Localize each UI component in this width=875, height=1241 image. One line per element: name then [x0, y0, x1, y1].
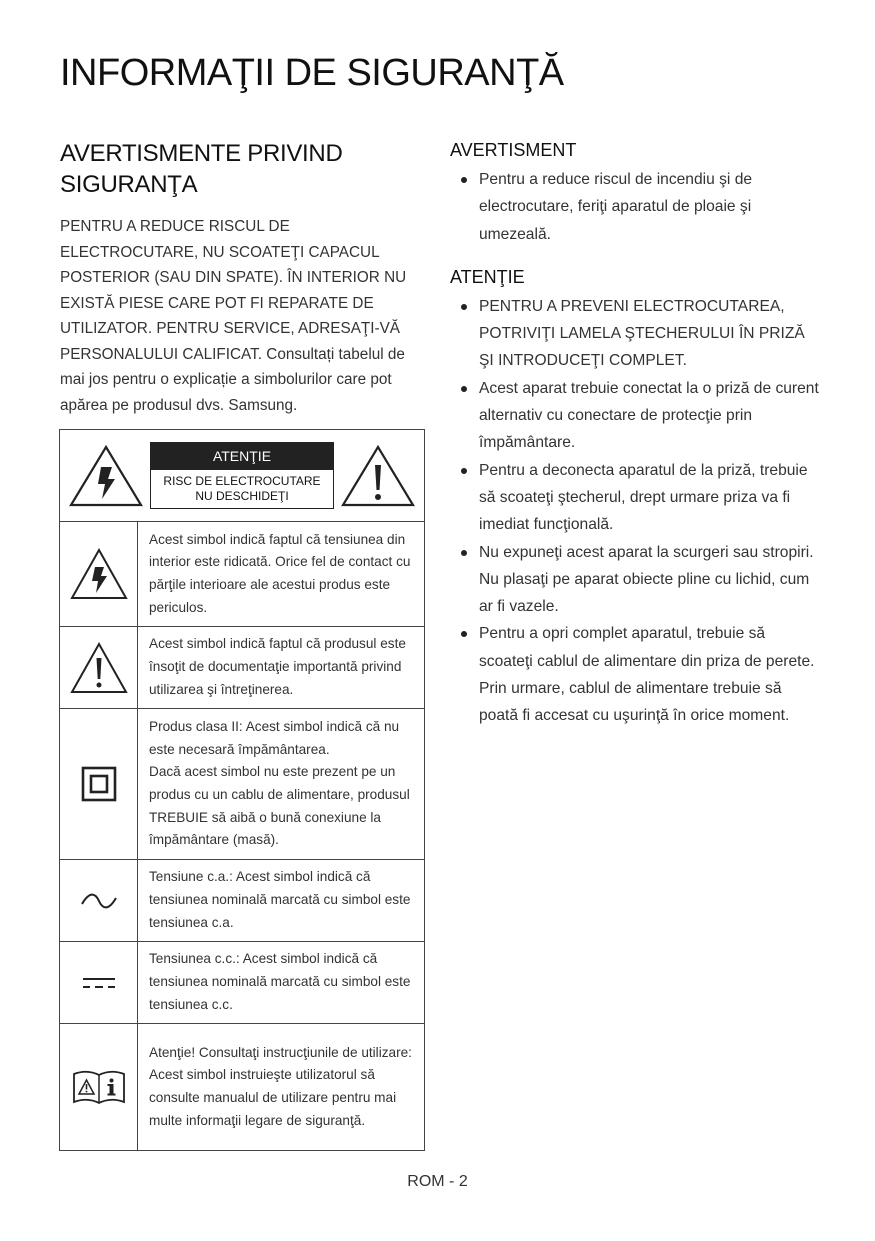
symbol-description [138, 942, 425, 1024]
symbol-icon-cell [60, 522, 138, 627]
symbol-description-text: Tensiune c.a.: Acest simbol indică că tensiunea nominală marcată cu simbol este tensiunea c.a. [149, 869, 411, 930]
heading-line-1: AVERTISMENTE PRIVIND [60, 140, 343, 167]
symbol-row [60, 942, 425, 1024]
symbol-icon-cell [60, 942, 138, 1024]
heading-line-2: SIGURANŢA [60, 171, 198, 198]
list-item: PENTRU A PREVENI ELECTROCUTAREA, POTRIVIŢI LAMELA ŞTECHERULUI ÎN PRIZĂ ŞI INTRODUCEŢI COMPLET. [450, 293, 820, 375]
symbol-description-text: Atenţie! Consultaţi instrucţiunile de utilizare: Acest simbol instruieşte utilizatorul să consulte manualul de utilizare pentru mai multe informaţii legare de siguranţă. [149, 1044, 412, 1128]
list-item: Pentru a deconecta aparatul de la priză, trebuie să scoateţi ştecherul, drept urmare priza va fi imediat funcţională. [450, 457, 820, 539]
symbol-description-text: Acest simbol indică faptul că produsul este însoţit de documentaţie importantă privind utilizarea şi întreţinerea. [149, 636, 406, 697]
symbol-icon-cell [60, 709, 138, 860]
warning-heading: AVERTISMENT [450, 140, 577, 160]
intro-paragraph: PENTRU A REDUCE RISCUL DE ELECTROCUTARE, NU SCOATEŢI CAPACUL POSTERIOR (SAU DIN SPATE). ÎN INTERIOR NU EXISTĂ PIESE CARE POT FI REPARATE DE UTILIZATOR. PENTRU SERVICE, ADRESAŢI-VĂ PERSONALULUI CALIFICAT. Consultați tabelul de mai jos pentru o explicație a simbolurilor care pot apărea pe produsul dvs. Samsung. [60, 218, 407, 414]
symbol-description [138, 627, 425, 709]
caution-label-text [151, 470, 333, 508]
symbol-row [60, 1024, 425, 1151]
caution-label-cell [60, 430, 425, 522]
symbol-description-text: Produs clasa II: Acest simbol indică că nu este necesară împământarea. [149, 718, 400, 757]
safety-warnings-heading [60, 138, 426, 200]
ac-wave-icon [79, 891, 119, 911]
symbol-description-text: Tensiunea c.c.: Acest simbol indică că tensiunea nominală marcată cu simbol este tensiunea c.c. [149, 951, 411, 1012]
list-item: Pentru a opri complet aparatul, trebuie să scoateţi cablul de alimentare din priza de perete. Prin urmare, cablul de alimentare trebuie să poată fi accesat cu uşurinţă în orice moment. [450, 620, 820, 729]
caution-label-title: ATENŢIE [151, 443, 333, 470]
symbol-row [60, 627, 425, 709]
symbol-icon-cell [60, 860, 138, 942]
dc-lines-icon [81, 975, 117, 991]
symbol-description-text-2: Dacă acest simbol nu este prezent pe un produs cu un cablu de alimentare, produsul TREBUIE să aibă o bună conexiune la împământare (masă). [149, 764, 410, 848]
list-item: Nu expuneţi acest aparat la scurgeri sau stropiri. Nu plasaţi pe aparat obiecte pline cu lichid, cum ar fi vazele. [450, 539, 820, 621]
symbol-description [138, 522, 425, 627]
page-number: ROM - 2 [407, 1173, 468, 1190]
caution-section [450, 265, 820, 730]
double-square-icon [81, 766, 117, 802]
caution-label-row [60, 430, 425, 522]
symbol-description [138, 1024, 425, 1151]
symbol-row [60, 522, 425, 627]
right-column [450, 138, 820, 730]
left-column [60, 138, 426, 418]
manual-warning-icon [72, 1068, 126, 1106]
caution-label-line-1: RISC DE ELECTROCUTARE [163, 474, 321, 488]
symbols-table [59, 429, 425, 1151]
caution-heading: ATENŢIE [450, 266, 525, 287]
symbol-icon-cell [60, 1024, 138, 1151]
list-item: Pentru a reduce riscul de incendiu şi de electrocutare, feriţi aparatul de ploaie şi umezeală. [450, 166, 820, 248]
list-item: Acest aparat trebuie conectat la o priză de curent alternativ cu conectare de protecţie prin împământare. [450, 375, 820, 457]
warning-list [450, 166, 820, 248]
caution-list [450, 293, 820, 730]
symbol-row [60, 709, 425, 860]
lightning-triangle-icon [69, 547, 129, 601]
lightning-triangle-icon [68, 443, 144, 509]
symbol-description-text: Acest simbol indică faptul că tensiunea din interior este ridicată. Orice fel de contact cu părţile interioare ale acestui produs este periculos. [149, 531, 411, 615]
symbol-description [138, 709, 425, 860]
symbol-description [138, 860, 425, 942]
exclamation-triangle-icon [340, 443, 416, 509]
symbol-row [60, 860, 425, 942]
caution-label-line-2: NU DESCHIDEŢI [195, 489, 289, 503]
symbol-icon-cell [60, 627, 138, 709]
caution-label [150, 442, 334, 509]
page-title: INFORMAŢII DE SIGURANŢĂ [60, 52, 564, 94]
exclamation-triangle-icon [69, 641, 129, 695]
